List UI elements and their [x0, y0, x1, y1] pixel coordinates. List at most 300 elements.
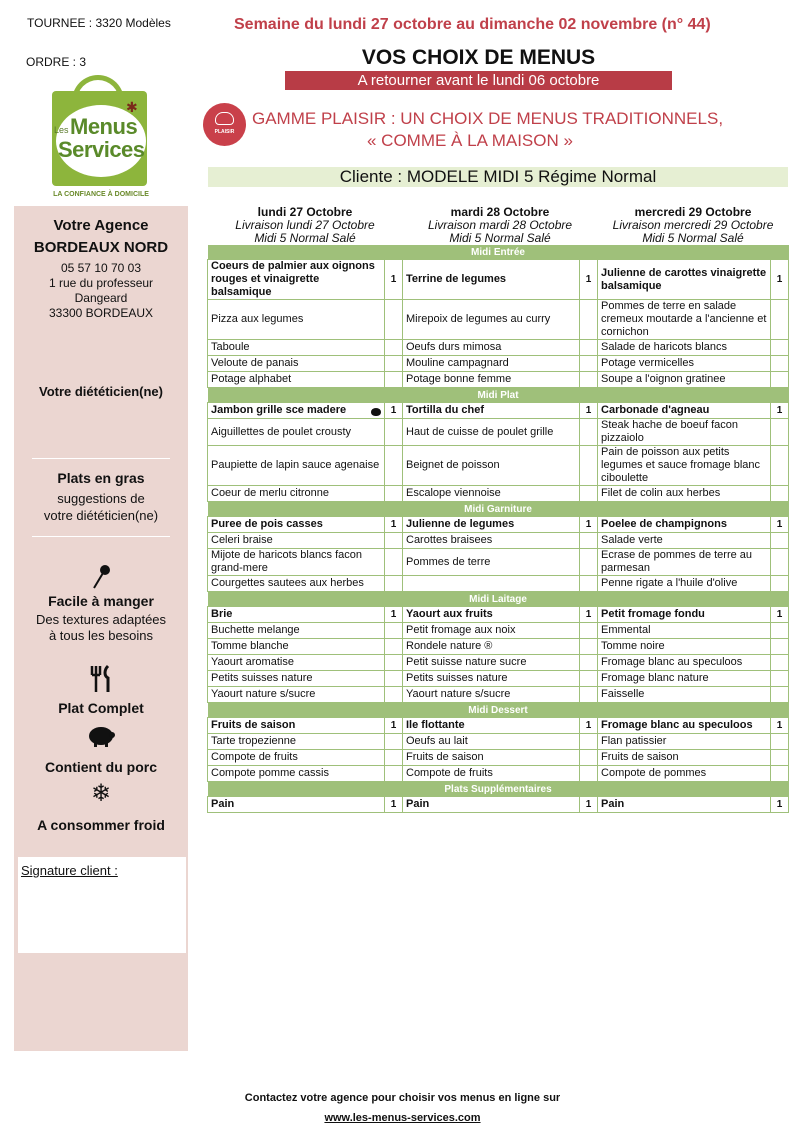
quantity-cell[interactable]: [385, 549, 403, 576]
gamme-line-1: GAMME PLAISIR : UN CHOIX DE MENUS TRADITIONNELS,: [252, 109, 724, 128]
quantity-cell[interactable]: [771, 372, 789, 388]
dish-name: Carottes braisees: [406, 534, 493, 546]
menu-item[interactable]: [598, 356, 771, 372]
section-header: [208, 388, 789, 403]
dish-name: Tomme blanche: [211, 640, 289, 652]
cloud-icon: [215, 112, 234, 125]
menu-item[interactable]: [598, 549, 771, 576]
plaisir-badge-text: PLAISIR: [214, 129, 235, 135]
quantity-cell[interactable]: 1: [771, 797, 789, 813]
dish-name: Brie: [211, 608, 233, 620]
dish-name: Mijote de haricots blancs facon grand-mere: [211, 549, 363, 574]
dish-name: Flan patissier: [601, 735, 667, 747]
menu-item[interactable]: [208, 734, 385, 750]
menu-row: [208, 734, 789, 750]
dish-name: Oeufs au lait: [406, 735, 468, 747]
quantity-cell[interactable]: [385, 734, 403, 750]
menu-item[interactable]: [208, 766, 385, 782]
quantity-cell[interactable]: [771, 486, 789, 502]
menu-item[interactable]: [403, 671, 580, 687]
dish-name: Taboule: [211, 341, 250, 353]
dish-name: Potage bonne femme: [406, 373, 512, 385]
menu-item[interactable]: [208, 372, 385, 388]
dish-name: Oeufs durs mimosa: [406, 341, 502, 353]
dish-name: Salade verte: [601, 534, 663, 546]
quantity-cell[interactable]: 1: [580, 517, 598, 533]
menu-item[interactable]: [208, 639, 385, 655]
quantity-cell[interactable]: [385, 300, 403, 340]
menu-item[interactable]: [403, 576, 580, 592]
menu-row: [208, 300, 789, 340]
menu-item[interactable]: [208, 750, 385, 766]
section-header: [208, 245, 789, 260]
menu-item[interactable]: [598, 419, 771, 446]
menu-item[interactable]: [598, 260, 771, 300]
legend-bold-line-1: suggestions de: [57, 491, 145, 506]
quantity-cell[interactable]: [771, 533, 789, 549]
menu-item[interactable]: [598, 576, 771, 592]
quantity-cell[interactable]: [580, 446, 598, 486]
menu-item[interactable]: [403, 639, 580, 655]
quantity-cell[interactable]: [580, 623, 598, 639]
logo-menus: Menus: [70, 114, 138, 139]
menu-item[interactable]: [598, 300, 771, 340]
quantity-cell[interactable]: [771, 549, 789, 576]
website-link[interactable]: www.les-menus-services.com: [324, 1112, 481, 1124]
quantity-cell[interactable]: [771, 766, 789, 782]
menu-item[interactable]: [208, 607, 385, 623]
gamme-title: [252, 108, 762, 152]
dish-name: Pain de poisson aux petits legumes et sauce fromage blanc ciboulette: [601, 446, 760, 484]
menu-item[interactable]: [403, 260, 580, 300]
menu-row: [208, 403, 789, 419]
dietitian-label: Votre diététicien(ne): [38, 384, 163, 399]
dish-name: Emmental: [601, 624, 651, 636]
quantity-cell[interactable]: 1: [385, 718, 403, 734]
legend-facile-line-2: à tous les besoins: [48, 628, 154, 643]
dish-name: Terrine de legumes: [406, 273, 507, 285]
menu-item[interactable]: [403, 750, 580, 766]
agency-address-3: 33300 BORDEAUX: [48, 306, 154, 320]
dish-name: Escalope viennoise: [406, 487, 501, 499]
dish-name: Pain: [601, 798, 625, 810]
menu-row: [208, 446, 789, 486]
section-header: [208, 782, 789, 797]
menu-item[interactable]: [598, 718, 771, 734]
quantity-cell[interactable]: [385, 750, 403, 766]
dish-name: Mirepoix de legumes au curry: [406, 313, 551, 325]
menu-row: [208, 655, 789, 671]
dish-name: Buchette melange: [211, 624, 300, 636]
day-delivery: Livraison lundi 27 Octobre: [235, 218, 375, 232]
menu-item[interactable]: [208, 655, 385, 671]
quantity-cell[interactable]: [580, 766, 598, 782]
dish-name: Fromage blanc au speculoos: [601, 656, 743, 668]
quantity-cell[interactable]: [580, 419, 598, 446]
menu-type-row: [208, 232, 789, 245]
agency-name: BORDEAUX NORD: [33, 239, 169, 256]
quantity-cell[interactable]: [580, 687, 598, 703]
quantity-cell[interactable]: 1: [385, 797, 403, 813]
quantity-cell[interactable]: [385, 533, 403, 549]
quantity-cell[interactable]: [580, 356, 598, 372]
quantity-cell[interactable]: [580, 533, 598, 549]
menu-item[interactable]: [598, 446, 771, 486]
menu-item[interactable]: [403, 655, 580, 671]
menu-item[interactable]: [598, 486, 771, 502]
quantity-cell[interactable]: 1: [771, 403, 789, 419]
menu-item[interactable]: [403, 734, 580, 750]
signature-box[interactable]: [18, 857, 186, 953]
quantity-cell[interactable]: [771, 340, 789, 356]
agency-address-2: Dangeard: [74, 291, 128, 305]
quantity-cell[interactable]: [385, 623, 403, 639]
return-deadline: A retourner avant le lundi 06 octobre: [285, 71, 672, 90]
quantity-cell[interactable]: [580, 750, 598, 766]
dish-name: Potage alphabet: [211, 373, 292, 385]
menu-item[interactable]: [598, 340, 771, 356]
dish-name: Fruits de saison: [211, 719, 296, 731]
divider: [32, 458, 170, 459]
menu-item[interactable]: [403, 446, 580, 486]
quantity-cell[interactable]: [580, 300, 598, 340]
day-name: lundi 27 Octobre: [257, 205, 353, 219]
menu-row: [208, 750, 789, 766]
quantity-cell[interactable]: 1: [771, 517, 789, 533]
quantity-cell[interactable]: 1: [771, 607, 789, 623]
legend-froid: A consommer froid: [37, 817, 165, 833]
dish-name: Veloute de panais: [211, 357, 299, 369]
menu-item[interactable]: [208, 517, 385, 533]
menu-table: [207, 205, 789, 813]
quantity-cell[interactable]: [580, 655, 598, 671]
quantity-cell[interactable]: [580, 639, 598, 655]
menu-item[interactable]: [403, 356, 580, 372]
menu-item[interactable]: [403, 419, 580, 446]
quantity-cell[interactable]: 1: [385, 517, 403, 533]
menu-row: [208, 533, 789, 549]
day-name: mercredi 29 Octobre: [634, 205, 752, 219]
menu-item[interactable]: [403, 340, 580, 356]
menu-row: [208, 718, 789, 734]
day-menu-type: Midi 5 Normal Salé: [254, 231, 356, 245]
dish-name: Celeri braise: [211, 534, 273, 546]
agency-address-1: 1 rue du professeur: [48, 276, 154, 290]
menu-row: [208, 766, 789, 782]
menu-item[interactable]: [403, 718, 580, 734]
quantity-cell[interactable]: 1: [580, 718, 598, 734]
menu-item[interactable]: [208, 486, 385, 502]
menu-row: [208, 260, 789, 300]
section-title: Plats Supplémentaires: [208, 782, 789, 797]
menu-item[interactable]: [403, 607, 580, 623]
day-name: mardi 28 Octobre: [450, 205, 550, 219]
menu-item[interactable]: [598, 517, 771, 533]
quantity-cell[interactable]: [771, 671, 789, 687]
dish-name: Compote de fruits: [406, 767, 493, 779]
quantity-cell[interactable]: [771, 356, 789, 372]
dish-name: Fruits de saison: [406, 751, 484, 763]
menu-item[interactable]: [208, 446, 385, 486]
section-header: [208, 703, 789, 718]
quantity-cell[interactable]: [771, 576, 789, 592]
section-header: [208, 502, 789, 517]
quantity-cell[interactable]: [771, 655, 789, 671]
menu-item[interactable]: [403, 766, 580, 782]
quantity-cell[interactable]: [580, 734, 598, 750]
legend-facile-title: Facile à manger: [48, 593, 154, 609]
quantity-cell[interactable]: [580, 549, 598, 576]
menu-item[interactable]: [403, 549, 580, 576]
menu-row: [208, 607, 789, 623]
menu-item[interactable]: [403, 623, 580, 639]
quantity-cell[interactable]: 1: [385, 260, 403, 300]
gamme-line-2: « COMME À LA MAISON »: [367, 131, 573, 150]
section-header: [208, 592, 789, 607]
day-header-row: [208, 205, 789, 219]
quantity-cell[interactable]: 1: [580, 797, 598, 813]
menu-item[interactable]: [208, 671, 385, 687]
agency-label: Votre Agence: [53, 217, 149, 234]
menu-item[interactable]: [208, 623, 385, 639]
menu-row: [208, 340, 789, 356]
dish-name: Aiguillettes de poulet crousty: [211, 425, 352, 438]
menu-item[interactable]: [598, 766, 771, 782]
dish-name: Yaourt aux fruits: [406, 608, 493, 620]
dish-name: Petit suisse nature sucre: [406, 656, 527, 668]
quantity-cell[interactable]: [385, 655, 403, 671]
dish-name: Petit fromage aux noix: [406, 624, 516, 636]
menu-item[interactable]: [208, 576, 385, 592]
menu-row: [208, 623, 789, 639]
quantity-cell[interactable]: [771, 419, 789, 446]
dish-name: Paupiette de lapin sauce agenaise: [211, 459, 380, 471]
dish-name: Pain: [211, 798, 235, 810]
menu-item[interactable]: [403, 486, 580, 502]
brand-logo: [36, 73, 166, 203]
menu-item[interactable]: [598, 623, 771, 639]
quantity-cell[interactable]: [385, 671, 403, 687]
dish-name: Compote pomme cassis: [211, 767, 329, 779]
dish-name: Coeurs de palmier aux oignons rouges et vinaigrette balsamique: [211, 260, 375, 298]
menu-item[interactable]: [598, 655, 771, 671]
dish-name: Ile flottante: [406, 719, 465, 731]
legend-plat-complet: Plat Complet: [58, 700, 144, 716]
quantity-cell[interactable]: 1: [385, 607, 403, 623]
menu-row: [208, 486, 789, 502]
menu-item[interactable]: [598, 750, 771, 766]
cliente-bar: Cliente : MODELE MIDI 5 Régime Normal: [208, 167, 788, 187]
day-menu-type: Midi 5 Normal Salé: [449, 231, 551, 245]
dish-name: Potage vermicelles: [601, 357, 694, 369]
dish-name: Puree de pois casses: [211, 518, 323, 530]
menu-item[interactable]: [403, 403, 580, 419]
menu-item[interactable]: [208, 687, 385, 703]
menu-item[interactable]: [598, 403, 771, 419]
menu-item[interactable]: [208, 356, 385, 372]
day-delivery: Livraison mardi 28 Octobre: [427, 218, 573, 232]
dish-name: Fromage blanc nature: [601, 672, 709, 684]
section-title: Midi Dessert: [208, 703, 789, 718]
menu-item[interactable]: [208, 340, 385, 356]
quantity-cell[interactable]: [771, 734, 789, 750]
pork-icon: [371, 408, 381, 416]
menu-item[interactable]: [598, 607, 771, 623]
section-title: Midi Laitage: [208, 592, 789, 607]
dish-name: Soupe a l'oignon gratinee: [601, 373, 726, 385]
quantity-cell[interactable]: [385, 372, 403, 388]
quantity-cell[interactable]: [771, 750, 789, 766]
dish-name: Julienne de legumes: [406, 518, 515, 530]
quantity-cell[interactable]: [385, 576, 403, 592]
quantity-cell[interactable]: [385, 419, 403, 446]
dish-name: Pommes de terre: [406, 555, 491, 568]
menu-row: [208, 372, 789, 388]
dish-name: Haut de cuisse de poulet grille: [406, 425, 554, 438]
menu-item[interactable]: [208, 533, 385, 549]
dish-name: Petit fromage fondu: [601, 608, 705, 620]
legend-porc: Contient du porc: [45, 759, 157, 775]
menu-item[interactable]: [403, 300, 580, 340]
quantity-cell[interactable]: [771, 687, 789, 703]
quantity-cell[interactable]: 1: [580, 403, 598, 419]
dish-name: Courgettes sautees aux herbes: [211, 577, 364, 589]
quantity-cell[interactable]: 1: [771, 718, 789, 734]
quantity-cell[interactable]: [385, 639, 403, 655]
menu-row: [208, 419, 789, 446]
menu-item[interactable]: [208, 419, 385, 446]
quantity-cell[interactable]: 1: [580, 260, 598, 300]
menu-item[interactable]: [208, 718, 385, 734]
menu-row: [208, 517, 789, 533]
dish-name: Pain: [406, 798, 430, 810]
legend-bold-line-2: votre diététicien(ne): [43, 508, 159, 523]
quantity-cell[interactable]: [580, 486, 598, 502]
menu-item[interactable]: [403, 517, 580, 533]
dish-name: Rondele nature ®: [406, 640, 493, 652]
quantity-cell[interactable]: 1: [580, 607, 598, 623]
quantity-cell[interactable]: [580, 576, 598, 592]
legend-bold-title: Plats en gras: [57, 470, 145, 486]
dish-name: Fruits de saison: [601, 751, 679, 763]
menu-item[interactable]: [598, 797, 771, 813]
menu-item[interactable]: [403, 687, 580, 703]
menu-item[interactable]: [598, 639, 771, 655]
quantity-cell[interactable]: [385, 340, 403, 356]
week-title: Semaine du lundi 27 octobre au dimanche 02 novembre (n° 44): [234, 16, 711, 33]
logo-tagline: LA CONFIANCE À DOMICILE: [53, 191, 149, 198]
menu-item[interactable]: [208, 300, 385, 340]
dish-name: Compote de fruits: [211, 751, 298, 763]
logo-les: Les: [54, 125, 69, 135]
dish-name: Filet de colin aux herbes: [601, 487, 721, 499]
snowflake-icon: ❄: [90, 780, 112, 807]
dish-name: Petits suisses nature: [211, 672, 313, 684]
menu-item[interactable]: [598, 372, 771, 388]
quantity-cell[interactable]: [385, 766, 403, 782]
menu-row: [208, 639, 789, 655]
agency-phone: 05 57 10 70 03: [60, 261, 142, 275]
menu-item[interactable]: [403, 372, 580, 388]
menu-item[interactable]: [208, 549, 385, 576]
section-title: Midi Plat: [208, 388, 789, 403]
quantity-cell[interactable]: [771, 446, 789, 486]
quantity-cell[interactable]: [580, 372, 598, 388]
menu-item[interactable]: [598, 687, 771, 703]
dish-name: Faisselle: [601, 688, 645, 700]
dish-name: Ecrase de pommes de terre au parmesan: [601, 549, 753, 574]
dish-name: Yaourt nature s/sucre: [406, 688, 511, 700]
dish-name: Steak hache de boeuf facon pizzaiolo: [601, 419, 739, 444]
menu-row: [208, 576, 789, 592]
section-title: Midi Entrée: [208, 245, 789, 260]
dish-name: Yaourt aromatise: [211, 656, 294, 668]
quantity-cell[interactable]: [771, 300, 789, 340]
dish-name: Salade de haricots blancs: [601, 341, 727, 353]
menu-row: [208, 687, 789, 703]
footer-text: Contactez votre agence pour choisir vos menus en ligne sur: [244, 1092, 561, 1104]
menu-item[interactable]: [403, 533, 580, 549]
spoon-icon: [14, 564, 188, 596]
quantity-cell[interactable]: [385, 687, 403, 703]
dish-name: Pizza aux legumes: [211, 313, 304, 325]
dish-name: Tortilla du chef: [406, 404, 485, 416]
pig-icon: [14, 724, 188, 753]
dish-name: Petits suisses nature: [406, 672, 508, 684]
dish-name: Compote de pommes: [601, 767, 707, 779]
signature-label: Signature client :: [21, 863, 118, 878]
dish-name: Julienne de carottes vinaigrette balsamique: [601, 266, 767, 292]
tournee-label: TOURNEE : 3320 Modèles: [27, 16, 171, 30]
menu-item[interactable]: [403, 797, 580, 813]
legend-facile-line-1: Des textures adaptées: [35, 612, 167, 627]
quantity-cell[interactable]: 1: [385, 403, 403, 419]
dish-name: Pommes de terre en salade cremeux moutarde a l'ancienne et cornichon: [601, 300, 767, 338]
day-delivery: Livraison mercredi 29 Octobre: [612, 218, 774, 232]
quantity-cell[interactable]: 1: [771, 260, 789, 300]
dish-name: Fromage blanc au speculoos: [601, 719, 753, 731]
quantity-cell[interactable]: [385, 486, 403, 502]
menu-row: [208, 356, 789, 372]
menu-item[interactable]: [208, 403, 385, 419]
quantity-cell[interactable]: [580, 671, 598, 687]
quantity-cell[interactable]: [771, 623, 789, 639]
menu-item[interactable]: [598, 734, 771, 750]
dish-name: Yaourt nature s/sucre: [211, 688, 316, 700]
dish-name: Tarte tropezienne: [211, 735, 296, 747]
menu-row: [208, 549, 789, 576]
page-title: VOS CHOIX DE MENUS: [361, 46, 596, 69]
menu-item[interactable]: [598, 671, 771, 687]
dish-name: Carbonade d'agneau: [601, 404, 710, 416]
quantity-cell[interactable]: [385, 446, 403, 486]
menu-item[interactable]: [208, 797, 385, 813]
dish-name: Poelee de champignons: [601, 518, 727, 530]
quantity-cell[interactable]: [580, 340, 598, 356]
menu-row: [208, 797, 789, 813]
dish-name: Coeur de merlu citronne: [211, 487, 330, 499]
quantity-cell[interactable]: [385, 356, 403, 372]
dish-name: Penne rigate a l'huile d'olive: [601, 577, 738, 589]
ordre-label: ORDRE : 3: [26, 55, 87, 69]
menu-item[interactable]: [598, 533, 771, 549]
menu-item[interactable]: [208, 260, 385, 300]
quantity-cell[interactable]: [771, 639, 789, 655]
fork-knife-icon: [14, 664, 188, 699]
day-menu-type: Midi 5 Normal Salé: [642, 231, 744, 245]
logo-star-icon: ✱: [126, 99, 138, 115]
divider: [32, 536, 170, 537]
